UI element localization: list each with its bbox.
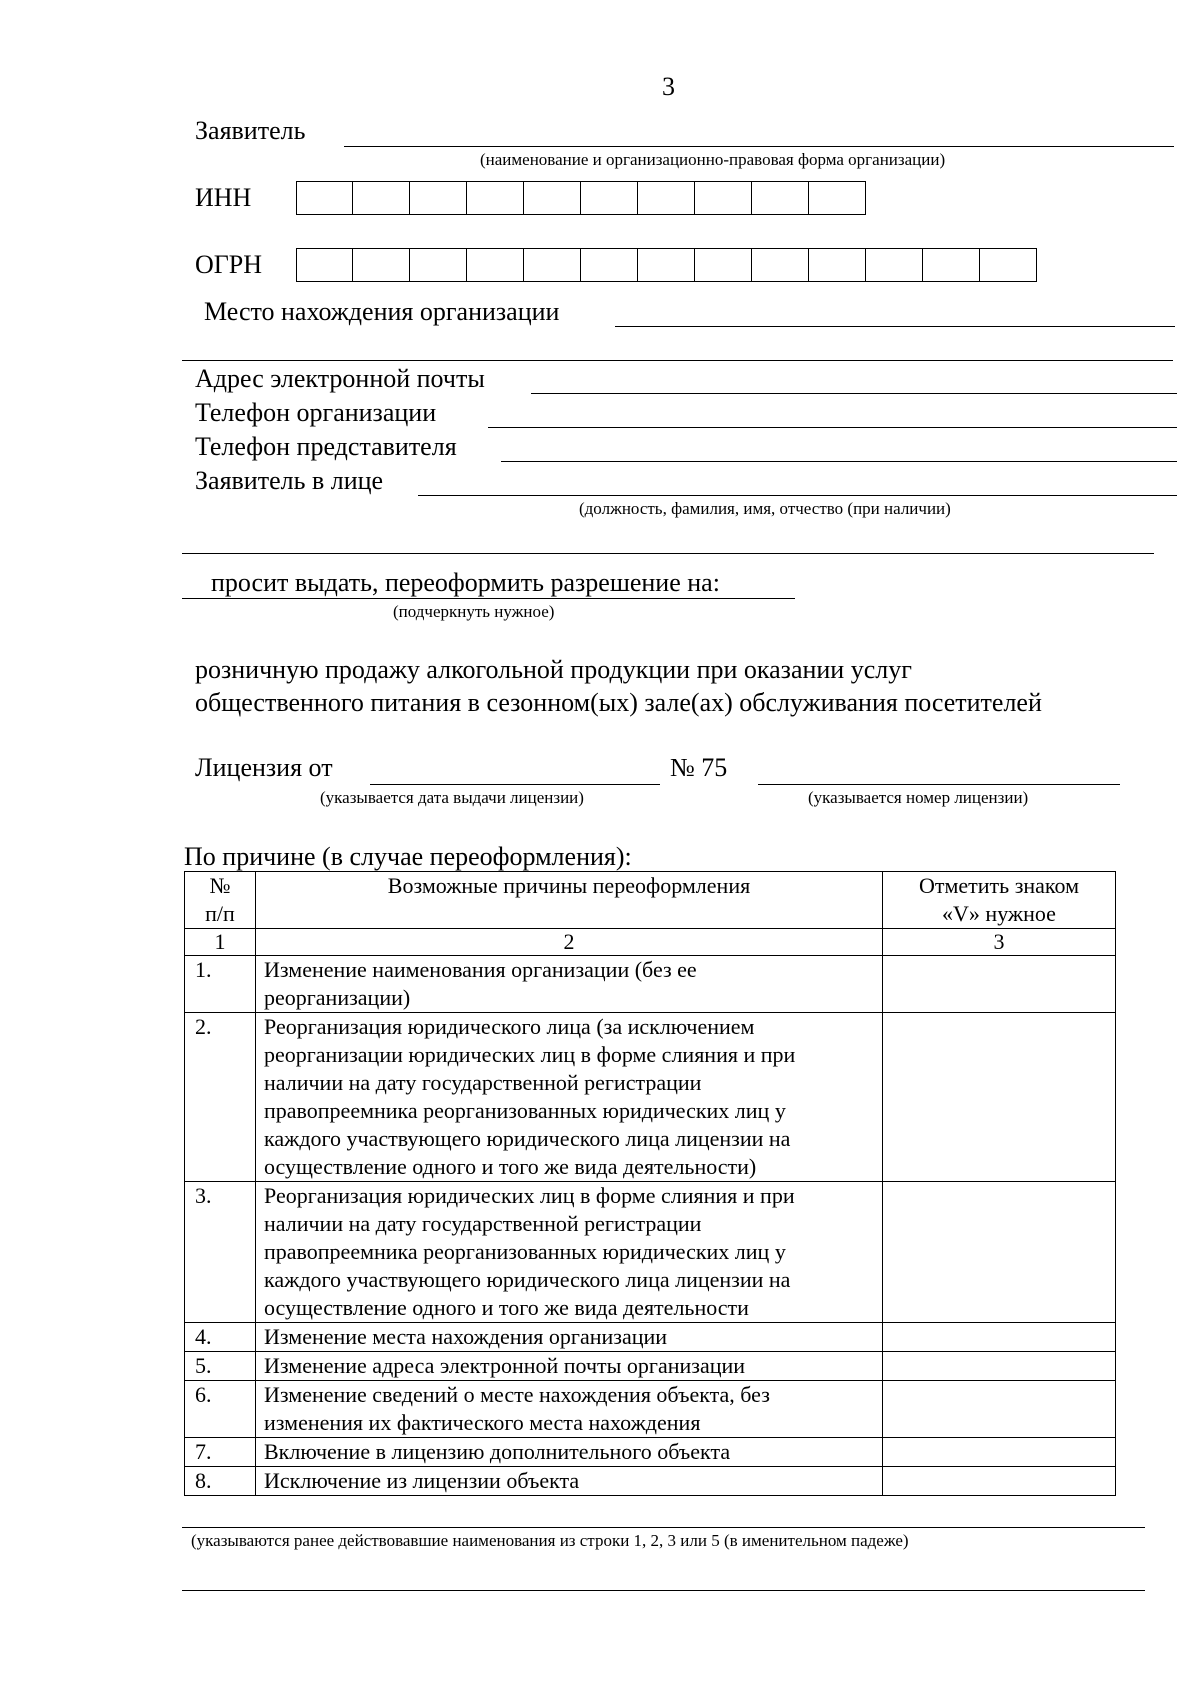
row-mark-cell[interactable] [883, 1323, 1116, 1352]
row-number: 7. [185, 1438, 256, 1467]
table-row [185, 1013, 1116, 1182]
reasons-table [184, 871, 1116, 1496]
ogrn-cell[interactable] [809, 248, 866, 282]
request-hint: (подчеркнуть нужное) [393, 602, 555, 621]
rep-phone-input-line[interactable] [501, 461, 1177, 462]
rep-phone-label: Телефон представителя [195, 432, 457, 461]
represented-hint: (должность, фамилия, имя, отчество (при наличии) [579, 499, 951, 518]
row-number: 8. [185, 1467, 256, 1496]
table-row [185, 1352, 1116, 1381]
represented-label: Заявитель в лице [195, 466, 384, 495]
row-reason: Изменение места нахождения организации [256, 1323, 883, 1352]
ogrn-cell[interactable] [524, 248, 581, 282]
ogrn-cell[interactable] [638, 248, 695, 282]
row-reason: Изменение наименования организации (без ее реорганизации) [256, 956, 883, 1013]
index-cell: 2 [256, 929, 883, 956]
represented-input-line[interactable] [418, 495, 1177, 496]
ogrn-cell[interactable] [695, 248, 752, 282]
ogrn-label: ОГРН [195, 250, 263, 279]
row-reason: Исключение из лицензии объекта [256, 1467, 883, 1496]
page-number: 3 [662, 72, 675, 101]
inn-cell[interactable] [581, 181, 638, 215]
former-names-input-line-2[interactable] [182, 1590, 1145, 1591]
ogrn-cell[interactable] [581, 248, 638, 282]
ogrn-cell[interactable] [923, 248, 980, 282]
row-reason: Реорганизация юридических лиц в форме слияния и при наличии на дату государственной регистрации правопреемника реорганизованных юридических лиц у каждого участвующего юридического лица лицензии на осуществление одного и того же вида деятельности [256, 1182, 883, 1323]
row-reason: Изменение сведений о месте нахождения объекта, без изменения их фактического места нахождения [256, 1381, 883, 1438]
row-mark-cell[interactable] [883, 1352, 1116, 1381]
inn-cell[interactable] [467, 181, 524, 215]
header-number: № п/п [185, 872, 256, 929]
ogrn-cell[interactable] [353, 248, 410, 282]
row-mark-cell[interactable] [883, 1438, 1116, 1467]
table-row [185, 1381, 1116, 1438]
row-mark-cell[interactable] [883, 1381, 1116, 1438]
row-mark-cell[interactable] [883, 1467, 1116, 1496]
table-row [185, 1438, 1116, 1467]
reason-title: По причине (в случае переоформления): [184, 842, 632, 871]
license-number-hint: (указывается номер лицензии) [808, 788, 1029, 807]
row-reason: Включение в лицензию дополнительного объекта [256, 1438, 883, 1467]
org-phone-input-line[interactable] [488, 427, 1177, 428]
row-number: 1. [185, 956, 256, 1013]
row-number: 6. [185, 1381, 256, 1438]
ogrn-cell[interactable] [980, 248, 1037, 282]
row-mark-cell[interactable] [883, 1182, 1116, 1323]
ogrn-cell[interactable] [866, 248, 923, 282]
table-index-row [185, 929, 1116, 956]
header-mark: Отметить знаком «V» нужное [883, 872, 1116, 929]
represented-input-line-2[interactable] [182, 553, 1154, 554]
inn-cells[interactable] [296, 181, 866, 215]
applicant-label: Заявитель [195, 116, 306, 145]
inn-cell[interactable] [809, 181, 866, 215]
row-number: 5. [185, 1352, 256, 1381]
inn-cell[interactable] [296, 181, 353, 215]
inn-cell[interactable] [524, 181, 581, 215]
row-mark-cell[interactable] [883, 956, 1116, 1013]
table-row [185, 1182, 1116, 1323]
license-number-input-line[interactable] [758, 784, 1120, 785]
org-phone-label: Телефон организации [195, 398, 437, 427]
row-number: 2. [185, 1013, 256, 1182]
index-cell: 3 [883, 929, 1116, 956]
ogrn-cells[interactable] [296, 248, 1037, 282]
location-label: Место нахождения организации [204, 297, 560, 326]
index-cell: 1 [185, 929, 256, 956]
ogrn-cell[interactable] [410, 248, 467, 282]
email-label: Адрес электронной почты [195, 364, 485, 393]
email-input-line[interactable] [531, 393, 1177, 394]
purpose-line-1: розничную продажу алкогольной продукции при оказании услуг [195, 655, 912, 684]
table-row [185, 1467, 1116, 1496]
license-date-hint: (указывается дата выдачи лицензии) [320, 788, 584, 807]
license-date-input-line[interactable] [370, 784, 660, 785]
inn-cell[interactable] [410, 181, 467, 215]
location-input-line[interactable] [615, 326, 1175, 327]
ogrn-cell[interactable] [467, 248, 524, 282]
ogrn-cell[interactable] [752, 248, 809, 282]
row-number: 3. [185, 1182, 256, 1323]
row-mark-cell[interactable] [883, 1013, 1116, 1182]
inn-cell[interactable] [353, 181, 410, 215]
location-input-line-2[interactable] [182, 360, 1173, 361]
request-text: просит выдать, переоформить разрешение на: [211, 568, 720, 597]
inn-cell[interactable] [638, 181, 695, 215]
row-reason: Реорганизация юридического лица (за исключением реорганизации юридических лиц в форме слияния и при наличии на дату государственной регистрации правопреемника реорганизованных юридических лиц у каждого участвующего юридического лица лицензии на осуществление одного и того же вида деятельности) [256, 1013, 883, 1182]
license-number-label: № 75 [670, 753, 728, 782]
request-underline [182, 598, 795, 599]
row-number: 4. [185, 1323, 256, 1352]
ogrn-cell[interactable] [296, 248, 353, 282]
table-row [185, 1323, 1116, 1352]
applicant-input-line[interactable] [344, 146, 1174, 147]
inn-cell[interactable] [752, 181, 809, 215]
purpose-line-2: общественного питания в сезонном(ых) зале(ах) обслуживания посетителей [195, 688, 1042, 717]
inn-label: ИНН [195, 183, 252, 212]
license-label: Лицензия от [195, 753, 333, 782]
former-names-input-line[interactable] [182, 1527, 1145, 1528]
header-reasons: Возможные причины переоформления [256, 872, 883, 929]
inn-cell[interactable] [695, 181, 752, 215]
table-row [185, 956, 1116, 1013]
row-reason: Изменение адреса электронной почты организации [256, 1352, 883, 1381]
former-names-hint: (указываются ранее действовавшие наименования из строки 1, 2, 3 или 5 (в именительном падеже) [191, 1531, 909, 1550]
applicant-hint: (наименование и организационно-правовая форма организации) [480, 150, 946, 169]
table-header-row [185, 872, 1116, 929]
